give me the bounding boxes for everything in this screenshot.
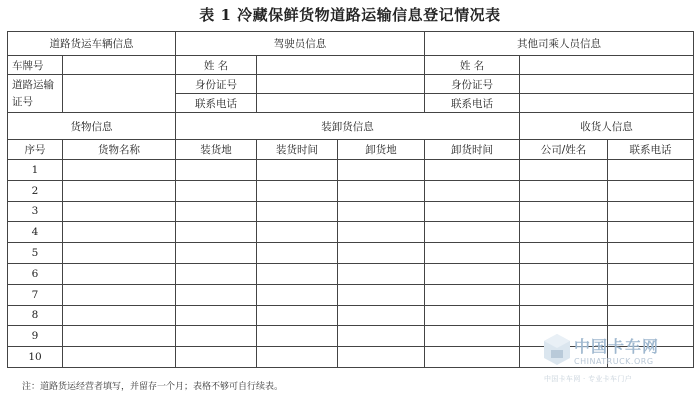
table-row [8,222,694,243]
table-cell[interactable] [176,326,257,347]
table-cell[interactable] [176,201,257,222]
passenger-name-label: 姓 名 [425,56,520,75]
table-cell[interactable] [338,180,425,201]
table-cell[interactable] [608,222,694,243]
passenger-id-label: 身份证号 [425,75,520,94]
table-cell[interactable] [425,180,520,201]
table-cell[interactable] [520,222,608,243]
vehicle-section-header: 道路货运车辆信息 [8,32,176,56]
table-cell[interactable] [257,305,338,326]
table-row [8,284,694,305]
table-cell[interactable] [425,284,520,305]
table-cell[interactable] [257,180,338,201]
table-cell[interactable] [176,305,257,326]
passenger-section-header: 其他司乘人员信息 [425,32,694,56]
loading-section-header: 装卸货信息 [176,113,520,140]
table-cell[interactable] [338,347,425,368]
table-cell[interactable] [520,160,608,181]
table-cell[interactable] [608,160,694,181]
table-row [8,243,694,264]
table-cell[interactable] [63,263,176,284]
driver-phone-label: 联系电话 [176,94,257,113]
table-cell[interactable] [608,243,694,264]
table-cell[interactable] [520,284,608,305]
table-cell[interactable] [63,347,176,368]
table-row [8,201,694,222]
col-header-goods-name: 货物名称 [63,140,176,160]
table-cell[interactable] [257,284,338,305]
table-cell[interactable] [257,243,338,264]
table-cell[interactable] [425,222,520,243]
row-number: 8 [8,305,63,326]
driver-id-input[interactable] [257,75,425,94]
driver-id-label: 身份证号 [176,75,257,94]
goods-section-header: 货物信息 [8,113,176,140]
col-header-unload-place: 卸货地 [338,140,425,160]
permit-label: 道路运输证号 [8,75,63,113]
col-header-load-time: 装货时间 [257,140,338,160]
table-cell[interactable] [425,347,520,368]
watermark-logo [542,332,670,384]
table-cell[interactable] [257,201,338,222]
truck-logo-icon [542,332,572,372]
table-cell[interactable] [608,284,694,305]
table-cell[interactable] [338,263,425,284]
table-row [8,305,694,326]
col-header-unload-time: 卸货时间 [425,140,520,160]
col-header-load-place: 装货地 [176,140,257,160]
table-cell[interactable] [338,326,425,347]
row-number: 6 [8,263,63,284]
table-cell[interactable] [608,201,694,222]
table-cell[interactable] [176,263,257,284]
table-cell[interactable] [338,222,425,243]
row-number: 2 [8,180,63,201]
table-row [8,263,694,284]
watermark-subtitle: 中国卡车网 · 专业卡车门户 [544,375,632,383]
table-cell[interactable] [63,180,176,201]
table-cell[interactable] [338,305,425,326]
table-cell[interactable] [520,180,608,201]
table-cell[interactable] [338,160,425,181]
watermark-title: 中国卡车网 [574,337,660,356]
plate-input[interactable] [63,56,176,75]
table-cell[interactable] [176,347,257,368]
table-cell[interactable] [425,243,520,264]
row-number: 3 [8,201,63,222]
row-number: 9 [8,326,63,347]
table-row [8,160,694,181]
permit-input[interactable] [63,75,176,113]
table-cell[interactable] [257,347,338,368]
driver-name-input[interactable] [257,56,425,75]
table-cell[interactable] [338,243,425,264]
col-header-company-name: 公司/姓名 [520,140,608,160]
passenger-phone-label: 联系电话 [425,94,520,113]
driver-section-header: 驾驶员信息 [176,32,425,56]
table-cell[interactable] [257,160,338,181]
table-cell[interactable] [257,326,338,347]
receiver-section-header: 收货人信息 [520,113,694,140]
registration-table [7,31,694,368]
table-cell[interactable] [425,160,520,181]
column-header-row [8,140,694,160]
table-cell[interactable] [176,284,257,305]
table-row [8,180,694,201]
table-cell[interactable] [63,243,176,264]
row-number: 10 [8,347,63,368]
table-cell[interactable] [257,263,338,284]
table-cell[interactable] [425,326,520,347]
table-cell[interactable] [176,243,257,264]
table-cell[interactable] [520,305,608,326]
footnote: 注：道路货运经营者填写，并留存一个月；表格不够可自行续表。 [22,382,284,392]
passenger-id-input[interactable] [520,75,694,94]
plate-label: 车牌号 [8,56,63,75]
table-cell[interactable] [520,201,608,222]
driver-name-label: 姓 名 [176,56,257,75]
table-cell[interactable] [338,201,425,222]
table-cell[interactable] [425,201,520,222]
table-cell[interactable] [425,263,520,284]
passenger-name-input[interactable] [520,56,694,75]
table-cell[interactable] [608,305,694,326]
table-cell[interactable] [176,160,257,181]
table-cell[interactable] [425,305,520,326]
table-cell[interactable] [608,263,694,284]
table-cell[interactable] [63,201,176,222]
table-cell[interactable] [520,243,608,264]
page-title: 表 1 冷藏保鲜货物道路运输信息登记情况表 [199,6,501,24]
table-cell[interactable] [63,160,176,181]
watermark-en: CHINATRUCK.ORG [574,357,654,366]
col-header-contact-phone: 联系电话 [608,140,694,160]
table-cell[interactable] [176,222,257,243]
table-cell[interactable] [63,305,176,326]
table-cell[interactable] [257,222,338,243]
row-number: 1 [8,160,63,181]
table-cell[interactable] [608,180,694,201]
table-cell[interactable] [63,326,176,347]
row-number: 7 [8,284,63,305]
table-cell[interactable] [520,263,608,284]
row-number: 5 [8,243,63,264]
driver-phone-input[interactable] [257,94,425,113]
table-cell[interactable] [63,222,176,243]
table-cell[interactable] [63,284,176,305]
col-header-seq: 序号 [8,140,63,160]
passenger-phone-input[interactable] [520,94,694,113]
row-number: 4 [8,222,63,243]
table-cell[interactable] [176,180,257,201]
table-cell[interactable] [338,284,425,305]
